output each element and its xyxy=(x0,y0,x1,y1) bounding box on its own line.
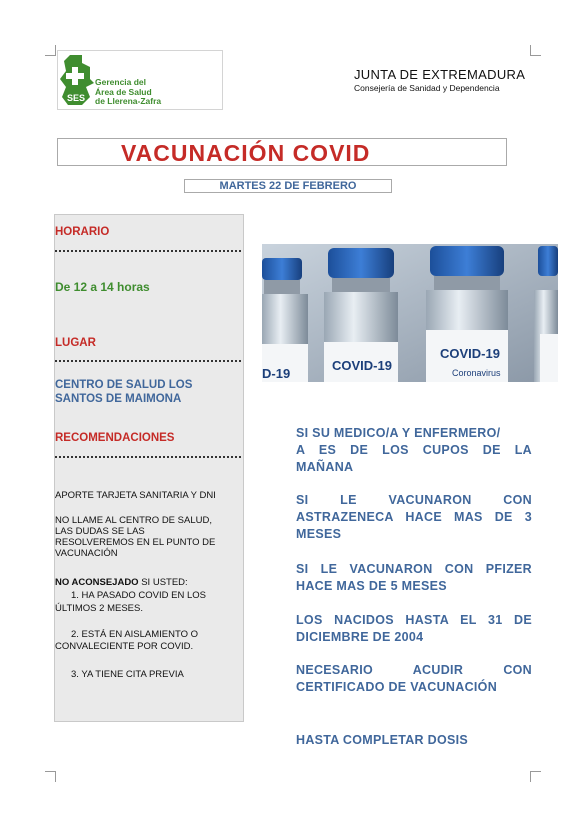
vial-label-mid: COVID-19 xyxy=(332,358,392,373)
vaccine-vials-photo xyxy=(262,244,558,382)
logo-abbr: SES xyxy=(67,93,86,103)
criterion-line: SI LE VACUNARON CON xyxy=(296,493,532,507)
logo-line-2: Área de Salud xyxy=(95,86,152,97)
no-aconsejado-bold: NO ACONSEJADO xyxy=(55,577,139,588)
no-llame-line: NO LLAME AL CENTRO DE SALUD, xyxy=(55,515,212,526)
criterion-line: MESES xyxy=(296,527,342,541)
consejeria-subtitle: Consejería de Sanidad y Dependencia xyxy=(354,83,500,93)
criterion-line: SI SU MEDICO/A Y ENFERMERO/ xyxy=(296,426,501,440)
criterion-5 xyxy=(296,662,532,696)
lugar-line-1: CENTRO DE SALUD LOS xyxy=(55,379,193,391)
no-llame-line: RESOLVEREMOS EN EL PUNTO DE xyxy=(55,537,216,548)
divider xyxy=(55,360,241,362)
criterion-line: CERTIFICADO DE VACUNACIÓN xyxy=(296,680,498,694)
item-1-line-2: ÚLTIMOS 2 MESES. xyxy=(55,603,143,614)
no-llame-text xyxy=(55,515,215,559)
criterion-line: A ES DE LOS CUPOS DE LA xyxy=(296,443,532,457)
no-llame-line: VACUNACIÓN xyxy=(55,548,118,559)
lugar-value xyxy=(55,378,192,406)
vial-label-left: D-19 xyxy=(262,366,291,381)
lugar-heading: LUGAR xyxy=(55,337,96,349)
horario-heading: HORARIO xyxy=(55,226,110,238)
vial-label-right-sub: Coronavirus xyxy=(452,368,501,378)
divider xyxy=(55,250,241,252)
divider xyxy=(55,456,241,458)
criterion-line: SI LE VACUNARON CON PFIZER xyxy=(296,562,532,576)
criterion-3 xyxy=(296,561,532,595)
vial-label-right: COVID-19 xyxy=(440,346,500,361)
criterion-line: MAÑANA xyxy=(296,460,354,474)
no-llame-line: LAS DUDAS SE LAS xyxy=(55,526,145,537)
item-1-line-1: 1. HA PASADO COVID EN LOS xyxy=(71,590,206,601)
logo-line-1: Gerencia del xyxy=(95,77,147,87)
no-aconsejado-heading xyxy=(55,577,188,588)
criterion-6: HASTA COMPLETAR DOSIS xyxy=(296,733,469,747)
crop-mark-top-left xyxy=(45,45,56,56)
title-box xyxy=(57,138,507,166)
crop-mark-bottom-left xyxy=(45,771,56,782)
criterion-4 xyxy=(296,612,532,646)
horario-value: De 12 a 14 horas xyxy=(55,280,150,294)
no-aconsejado-rest: SI USTED: xyxy=(138,577,188,588)
aporte-text: APORTE TARJETA SANITARIA Y DNI xyxy=(55,490,216,501)
logo-text xyxy=(95,78,161,107)
ses-logo-icon xyxy=(60,53,94,107)
lugar-line-2: SANTOS DE MAIMONA xyxy=(55,393,182,405)
item-3: 3. YA TIENE CITA PREVIA xyxy=(71,669,184,680)
crop-mark-bottom-right xyxy=(530,771,541,782)
logo-line-3: de Llerena-Zafra xyxy=(95,96,162,106)
criterion-line: LOS NACIDOS HASTA EL 31 DE xyxy=(296,613,532,627)
junta-title: JUNTA DE EXTREMADURA xyxy=(354,67,526,82)
criterion-line: ASTRAZENECA HACE MAS DE 3 xyxy=(296,510,532,524)
info-sidebar xyxy=(54,214,244,722)
item-1 xyxy=(55,590,206,601)
crop-mark-top-right xyxy=(530,45,541,56)
criterion-2 xyxy=(296,492,532,543)
date-banner: MARTES 22 DE FEBRERO xyxy=(184,179,392,193)
criterion-line: DICIEMBRE DE 2004 xyxy=(296,630,424,644)
recomendaciones-heading: RECOMENDACIONES xyxy=(55,432,175,444)
item-2-line-2: CONVALECIENTE POR COVID. xyxy=(55,641,194,652)
header-institution xyxy=(354,67,525,93)
criterion-line: HACE MAS DE 5 MESES xyxy=(296,579,447,593)
criterion-1 xyxy=(296,425,532,476)
item-2-line-1: 2. ESTÁ EN AISLAMIENTO O xyxy=(71,629,199,640)
criterion-line: NECESARIO ACUDIR CON xyxy=(296,663,532,677)
page-title: VACUNACIÓN COVID xyxy=(121,140,371,166)
